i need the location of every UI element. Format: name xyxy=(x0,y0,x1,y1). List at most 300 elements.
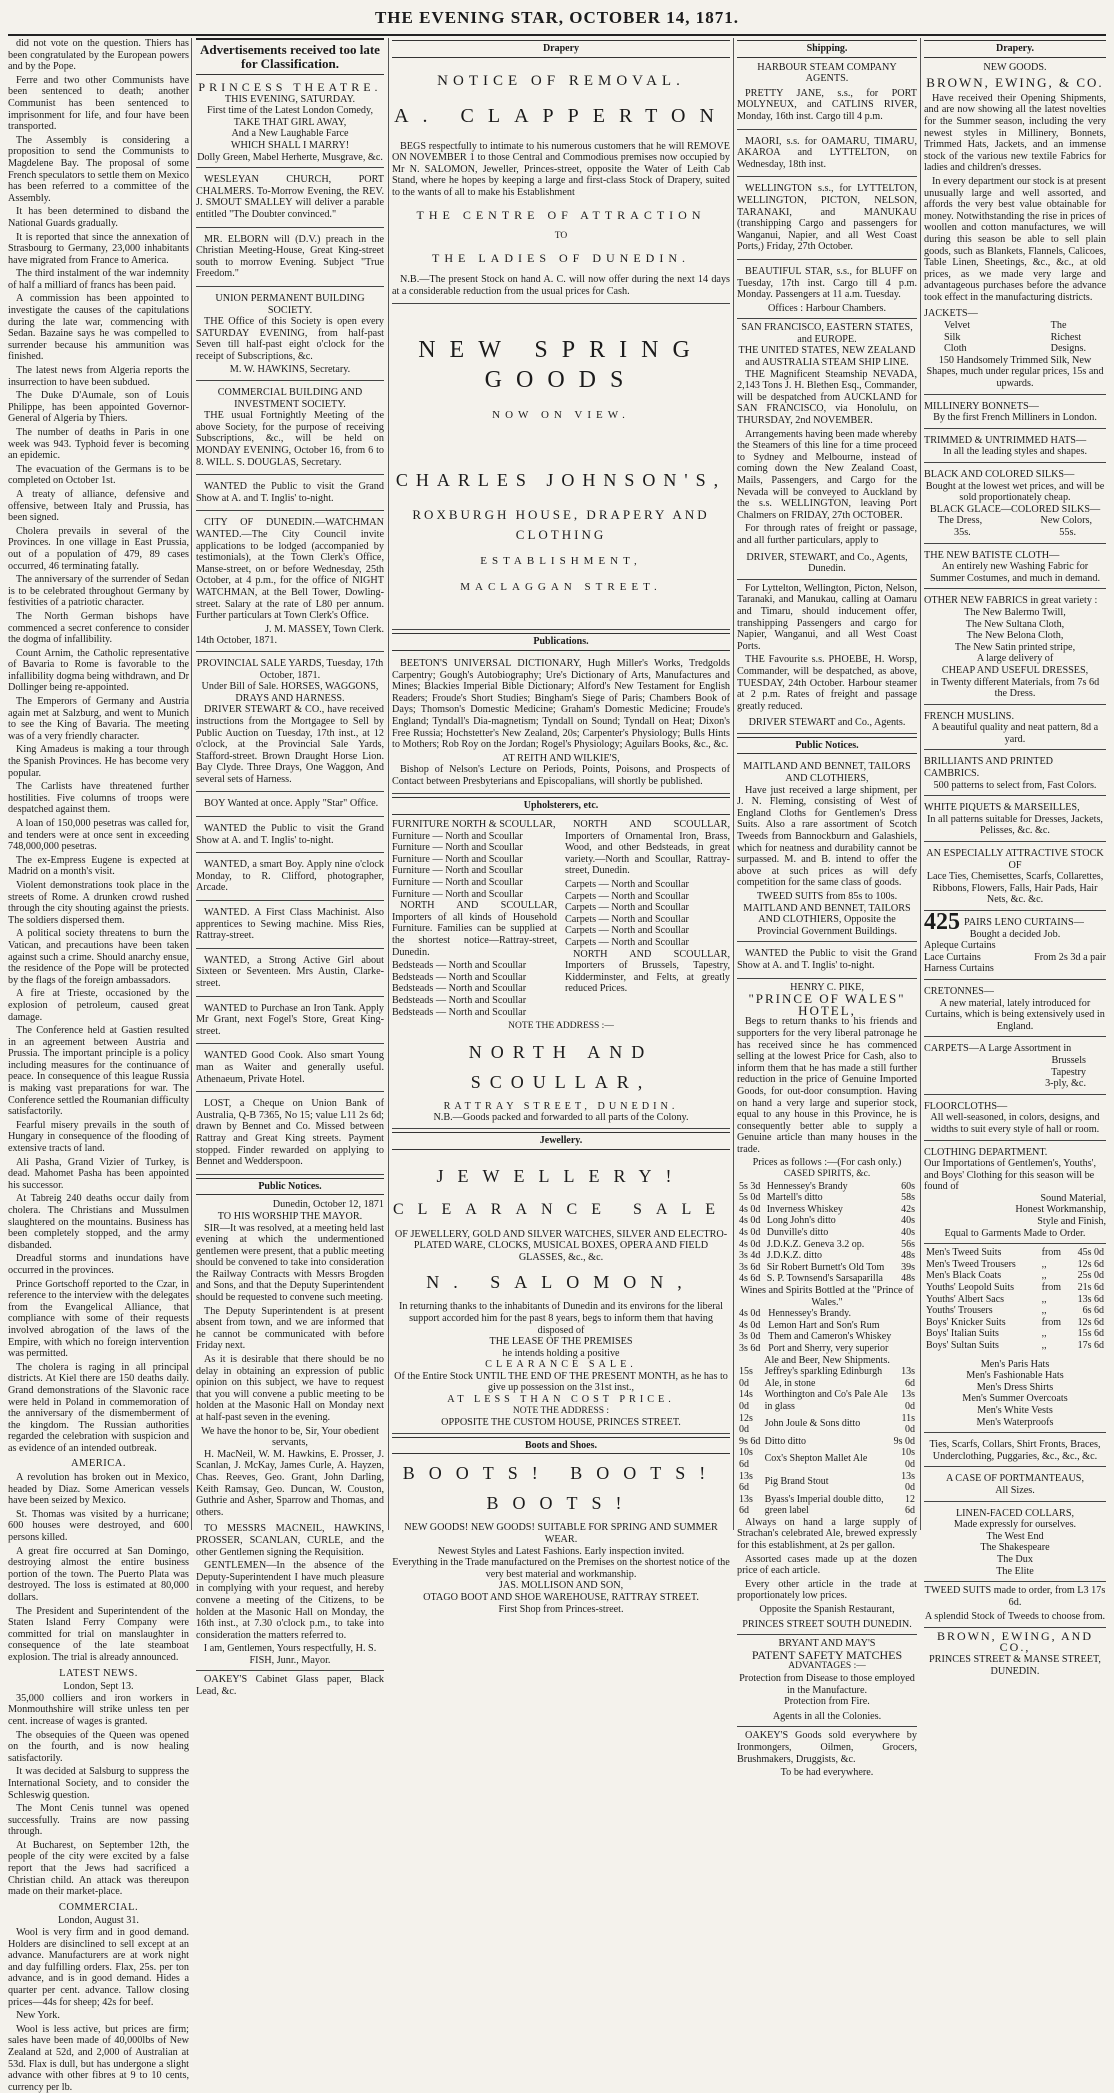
wine-row-cell: Port and Sherry, very superior xyxy=(768,1342,889,1354)
new-goods-title: NEW GOODS. xyxy=(983,61,1047,73)
ornamental-text: NORTH AND SCOULLAR, Importers of Ornamental Iron, Brass, Wood, and other Bedsteads, in great variety.—North and Scoullar, Rattray-street, Dunedin. xyxy=(565,819,730,877)
suit-row-cell: 13s 6d xyxy=(1077,1293,1104,1305)
spirit-row-cell: Inverness Whiskey xyxy=(766,1203,843,1215)
suit-row xyxy=(924,1270,1106,1282)
silks-text: Bought at the lowest wet prices, and will be sold proportionately cheap. xyxy=(925,480,1105,504)
prices-head: Prices as follows :—(For cash only.) xyxy=(752,1157,902,1169)
large-delivery: A large delivery of xyxy=(976,653,1054,665)
commercial-paragraph: Wool is very firm and in good demand. Holders are disinclined to sell except at an advance. Manufacturers are at work night and day fulfilling orders. Flax, 25s. per ton advance, and is in good demand. Hides a quarter per cent. advance. Tallow closing prices—44s for sheep; 42s for beef. xyxy=(8,1927,189,2008)
suit-row-cell: ,, xyxy=(1041,1340,1047,1351)
princess-line: And a New Laughable Farce xyxy=(231,128,349,140)
watchman-signature: J. M. MASSEY, Town Clerk. xyxy=(265,623,384,635)
curtains-title: PAIRS LENO CURTAINS— xyxy=(964,917,1084,928)
curtain-type: Apleque Curtains xyxy=(924,940,996,952)
collars-list xyxy=(924,1531,1106,1577)
establishment: ESTABLISHMENT, xyxy=(480,555,642,568)
iron-tank-text: WANTED to Purchase an Iron Tank. Apply Mr Grant, next Fogel's Store, Great King-street. xyxy=(196,1002,384,1037)
ale-row xyxy=(737,1447,917,1470)
clothing-quality: Sound Material, xyxy=(1040,1192,1106,1204)
first-shop: First Shop from Princes-street. xyxy=(498,1603,624,1615)
glace-title: BLACK GLACE—COLORED SILKS— xyxy=(929,503,1101,515)
ale-row-cell: 9s 6d xyxy=(739,1435,761,1447)
mayor-signatories: H. MacNeil, W. M. Hawkins, E. Prosser, J. Scanlan, J. McKay, James Curle, A. Hayzen, Chas. Reeves, Geo. Grant, John Darling, Keith Ramsay, Geo. Duncan, W. Couston, Guthrie and Asher, Sparrow and Thomas, and others. xyxy=(196,1448,384,1518)
clothing-qualities xyxy=(924,1193,1106,1228)
floorcloths-text: All well-seasoned, in colors, designs, and widths to suit every style of hall or room. xyxy=(930,1112,1100,1135)
news-paragraph: A treaty of alliance, defensive and offensive, between Italy and Prussia, has been signed. xyxy=(8,488,189,524)
suit-row-cell: Youths' Trousers xyxy=(926,1305,993,1317)
suit-row xyxy=(924,1317,1106,1329)
public-notices-header: Public Notices. xyxy=(196,1178,384,1196)
spirit-row-cell: 4s 0d xyxy=(739,1203,761,1215)
latest-paragraph: At Bucharest, on September 12th, the people of the city were excited by a false report that the Jews had sacrificed a Christian child. An attack was thereupon made on their market-place. xyxy=(8,1839,189,1898)
piquets-section xyxy=(924,799,1106,842)
wine-row-cell: Them and Cameron's Whiskey xyxy=(768,1331,892,1343)
driver-stewart: DRIVER, STEWART, and Co., Agents, Dunedin. xyxy=(737,549,917,580)
collars-section xyxy=(924,1505,1106,1583)
floorcloths-title: FLOORCLOTHS— xyxy=(924,1100,1008,1112)
brilliants-title: BRILLIANTS AND PRINTED CAMBRICS. xyxy=(924,756,1054,780)
ale-row-cell: 13s 6d xyxy=(739,1470,753,1494)
portmanteaus-section xyxy=(924,1470,1106,1501)
carpets-row: Carpets — North and Scoullar xyxy=(565,879,689,891)
masthead-rule xyxy=(8,34,1106,36)
princes-street-south: PRINCES STREET SOUTH DUNEDIN. xyxy=(737,1616,917,1636)
column-shipping xyxy=(737,38,917,1779)
lost-cheque-text: LOST, a Cheque on Union Bank of Australia, Q-B 7365, No 15; value L11 2s 6d; drawn by Bennet and Co. Missed between Rattray and Great King streets. Payment stopped. Finder rewarded on applying to Bennet and Wedderspoon. xyxy=(196,1098,384,1168)
cheap-dresses: CHEAP AND USEFUL DRESSES, xyxy=(941,664,1089,676)
cretonnes-section xyxy=(924,983,1106,1037)
provincial-title: PROVINCIAL SALE YARDS, Tuesday, 17th October, 1871. xyxy=(196,657,384,681)
smart-boy-ad xyxy=(196,856,384,901)
suit-row-cell: 45s 0d xyxy=(1077,1247,1104,1259)
princess-lines xyxy=(196,94,384,164)
lease-line: THE LEASE OF THE PREMISES xyxy=(489,1336,633,1348)
news-paragraphs xyxy=(8,38,189,1454)
wine-row-cell: Hennessey's Brandy. xyxy=(768,1308,852,1320)
latest-paragraph: The obsequies of the Queen was opened on the fourth, and is now healing satisfactorily. xyxy=(8,1729,189,1764)
ale-row-cell: Jeffrey's sparkling Edinburgh Ale, in stone xyxy=(764,1366,883,1389)
mollison-name: JAS. MOLLISON AND SON, xyxy=(498,1580,624,1592)
jacket-design: Richest xyxy=(1050,331,1082,343)
fabric-item: The New Sultana Cloth, xyxy=(965,618,1065,630)
spirit-row-cell: 3s 6d xyxy=(739,1261,761,1273)
protection-fire: Protection from Fire. xyxy=(784,1696,870,1708)
spirit-row-cell: 4s 0d xyxy=(739,1238,761,1250)
union-text: THE Office of this Society is open every SATURDAY EVENING, from half-past Seven till half-past eight o'clock for the receipt of Subscriptions, &c. xyxy=(196,316,384,362)
maclaggan-street: MACLAGGAN STREET. xyxy=(460,581,662,594)
news-paragraph: A fire at Trieste, occasioned by the explosion of petroleum, caused great damage. xyxy=(8,988,189,1023)
girl-wanted-ad xyxy=(196,952,384,997)
carpets-section xyxy=(924,1040,1106,1094)
ale-table xyxy=(737,1366,917,1517)
wanted-grand-show-text: WANTED the Public to visit the Grand Show at A. and T. Inglis' to-night. xyxy=(196,481,384,504)
america-paragraph: The President and Superintendent of the Staten Island Ferry Company were committed for trial on manslaughter in consequence of the late steamboat explosion. The trial is already announced. xyxy=(8,1605,189,1663)
furniture-row: Furniture — North and Scoullar xyxy=(392,888,523,900)
tweed-suits: TWEED SUITS from 85s to 100s. xyxy=(756,891,898,902)
news-paragraph: Count Arnim, the Catholic representative of Bavaria to Rome is favorable to the infallibility dogma being withdrawn, and Dr Dollinger being re-appointed. xyxy=(8,647,189,694)
offices: Offices : Harbour Chambers. xyxy=(767,302,887,314)
clearance-title: CLEARANCE SALE xyxy=(393,1200,729,1218)
ale-row-cell: Cox's Shepton Mallet Ale xyxy=(764,1453,868,1465)
brown-ewing-address: PRINCES STREET & MANSE STREET, xyxy=(929,1654,1101,1666)
commercial-paragraphs xyxy=(8,1927,189,2093)
reply-title: TO MESSRS MACNEIL, HAWKINS, PROSSER, SCANLAN, CURLE, and the other Gentlemen signing the Requisition. xyxy=(196,1523,384,1558)
mayor-paragraph: The Deputy Superintendent is at present absent from town, and we are informed that he cannot be communicated with before Friday next. xyxy=(196,1305,384,1352)
sanfran-title: SAN FRANCISCO, EASTERN STATES, and EUROPE. xyxy=(741,322,913,345)
news-paragraph: The Emperors of Germany and Austria again met at Salzburg, and went to Munich to see the King of Bavaria. The meeting was of a very friendly character. xyxy=(8,696,189,742)
boy-wanted-ad xyxy=(196,795,384,817)
princess-theatre-ad xyxy=(196,79,384,168)
household-text: NORTH AND SCOULLAR, Importers of all kinds of Household Furniture. Families can be supplied at the shortest notice—Rattray-street, Dunedin. xyxy=(392,900,557,958)
news-paragraph: The latest news from Algeria reports the insurrection to have been subdued. xyxy=(8,365,189,388)
spirit-row-cell: J.D.K.Z. ditto xyxy=(766,1250,822,1262)
ale-row-cell: 11s 0d xyxy=(901,1412,915,1436)
driver-stewart-2: DRIVER STEWART and Co., Agents. xyxy=(737,714,917,734)
opposite-spanish: Opposite the Spanish Restaurant, xyxy=(759,1604,895,1616)
princess-line: WHICH SHALL I MARRY! xyxy=(230,139,350,151)
carpets-row: Carpets — North and Scoullar xyxy=(565,925,689,937)
spirit-row-cell: Long John's ditto xyxy=(766,1215,836,1227)
ale-row-cell: Ditto ditto xyxy=(764,1435,807,1447)
wellington-ad xyxy=(737,180,917,260)
bishop-text: Bishop of Nelson's Lecture on Periods, Points, Poisons, and Prospects of Contact between Presbyterians and Episcopalians, will shortly be published. xyxy=(392,764,730,787)
brilliants-section xyxy=(924,753,1106,796)
wine-row-cell xyxy=(912,1331,917,1343)
carpets-list xyxy=(565,879,730,949)
mayor-paragraph: SIR—It was resolved, at a meeting held last evening at which the undermentioned gentlemen were present, that a public meeting should be convened to take into consideration the Railway Contracts with Messrs Brogden and Sons, and that the Deputy Superintendent should be requested to convene such meeting. xyxy=(196,1222,384,1304)
otago-warehouse: OTAGO BOOT AND SHOE WAREHOUSE, RATTRAY STREET. xyxy=(423,1592,699,1603)
cheap-dresses-text: in Twenty different Materials, from 7s 6d the Dress. xyxy=(930,676,1100,700)
ladies-of-dunedin: THE LADIES OF DUNEDIN. xyxy=(432,251,690,266)
furniture-list xyxy=(392,831,557,901)
maitland-text: Have just received a large shipment, per J. N. Fleming, consisting of West of England Cloths for Gentlemen's Dress Suits. Also a rare assortment of Scotch Tweeds from Bannockburn and Galashiels, which for neatness and durability cannot be surpassed. M. and B. intend to offer the above at such prices as will defy competition for the same class of goods. xyxy=(737,784,917,889)
machinist-text: WANTED. A First Class Machinist. Also apprentices to Sewing machine. Miss Ries, Rattray-street. xyxy=(196,907,384,942)
mayor-title: TO HIS WORSHIP THE MAYOR. xyxy=(217,1210,363,1222)
spirit-row xyxy=(737,1273,917,1285)
ale-row-cell: 13s 6d xyxy=(739,1493,753,1517)
brown-ewing-text: Have received their Opening Shipments, and are now showing all the latest novelties for the Summer season, including the very newest styles in Millinery, Bonnets, Trimmed Hats, Jackets, and an immense stock of the various new textile Fabrics for ladies and children's dresses. xyxy=(924,92,1106,174)
ale-row-cell: 13s 6d xyxy=(901,1366,915,1389)
everything-line: Everything in the Trade manufactured on the Premises on the shortest notice of the very best material and workmanship. xyxy=(392,1557,730,1580)
brussels-text: NORTH AND SCOULLAR, Importers of Brussels, Tapestry, Kidderminster, and Felts, at greatly reduced Prices. xyxy=(565,948,730,995)
wesleyan-text: WESLEYAN CHURCH, PORT CHALMERS. To-Morrow Evening, the REV. J. SMOUT SMALLEY will deliver a parable entitled "The Doubter convinced." xyxy=(196,174,384,220)
drapery-header-2: Drapery. xyxy=(924,40,1106,58)
new-goods-line: NEW GOODS! NEW GOODS! SUITABLE FOR SPRING AND SUMMER WEAR. xyxy=(404,1522,718,1546)
us-line-title: THE UNITED STATES, NEW ZEALAND and AUSTRALIA STEAM SHIP LINE. xyxy=(738,345,916,369)
bedsteads-row: Bedsteads — North and Scoullar xyxy=(392,983,527,995)
intends-line: he intends holding a positive xyxy=(502,1347,620,1359)
spirit-row-cell: Martell's ditto xyxy=(766,1192,823,1204)
ale-row-cell: John Joule & Sons ditto xyxy=(764,1418,861,1430)
oakey-everywhere: To be had everywhere. xyxy=(780,1767,874,1779)
news-paragraph: Ali Pasha, Grand Vizier of Turkey, is dead. Mahomet Pasha has been appointed his successor. xyxy=(8,1156,189,1191)
ale-row xyxy=(737,1436,917,1448)
jacket-material: Silk xyxy=(944,331,961,343)
upholsterers-left xyxy=(392,819,557,1018)
column-late-ads xyxy=(196,38,384,1698)
centre-to: TO xyxy=(554,230,568,241)
news-paragraph: Violent demonstrations took place in the streets of Rome. A drunken crowd rushed through the city shouting against the priests. The soldiers dispersed them. xyxy=(8,879,189,926)
mollison-ad xyxy=(392,1458,730,1615)
ale-row xyxy=(737,1494,917,1517)
carpets-row: Carpets — North and Scoullar xyxy=(565,902,689,914)
wines-table xyxy=(737,1308,917,1354)
ties-text: Ties, Scarfs, Collars, Shirt Fronts, Braces, Underclothing, Puggaries, &c., &c., &c. xyxy=(924,1436,1106,1467)
wanted-grand-show-text-2: WANTED the Public to visit the Grand Show at A. and T. Inglis' to-night. xyxy=(196,823,384,846)
jewellery-title: JEWELLERY! xyxy=(436,1165,686,1186)
suit-row-cell: ,, xyxy=(1041,1328,1047,1340)
every-other-text: Every other article in the trade at proportionately low prices. xyxy=(737,1578,917,1602)
curtains-number: 425 xyxy=(924,909,960,935)
carpets-row: Carpets — North and Scoullar xyxy=(565,890,689,902)
news-paragraph: A loan of 150,000 pesetras was called for, and tenders were at once sent in exceeding 748,000,000 pesetras. xyxy=(8,818,189,853)
union-signature: M. W. HAWKINS, Secretary. xyxy=(229,364,351,376)
news-paragraph: The number of deaths in Paris in one week was 943. Typhoid fever is becoming an epidemic. xyxy=(8,427,189,462)
ale-row xyxy=(737,1413,917,1436)
arrangements-text: Arrangements having been made whereby the Steamers of this line for a time proceed to Sydney and Melbourne, instead of coming down the New Zealand Coast, Mails, Passengers, and Cargo for the Nevada will be conveyed to Auckland by the s.s. WELLINGTON, leaving Port Chalmers on FRIDAY, 27th OCTOBER. xyxy=(737,428,917,521)
beautiful-star-ad xyxy=(737,263,917,319)
spirit-row-cell: 42s xyxy=(901,1203,915,1215)
furniture-row: Furniture — North and Scoullar xyxy=(392,842,523,854)
america-paragraphs xyxy=(8,1472,189,1664)
spirit-row-cell: 4s 6d xyxy=(739,1273,761,1285)
fabrics-list xyxy=(924,607,1106,653)
furniture-row: Furniture — North and Scoullar xyxy=(392,853,523,865)
ale-row-cell: Byass's Imperial double ditto, green label xyxy=(764,1493,884,1517)
cretonnes-title: CRETONNES— xyxy=(924,985,994,997)
muslins-section xyxy=(924,708,1106,751)
latest-paragraph: The Mont Cenis tunnel was opened successfully. Trains are now passing through. xyxy=(8,1803,189,1838)
latest-paragraphs xyxy=(8,1693,189,1898)
spirit-row-cell: 4s 0d xyxy=(739,1227,761,1239)
fabric-item: The New Balermo Twill, xyxy=(964,606,1066,618)
princess-line: THIS EVENING, SATURDAY. xyxy=(224,93,356,105)
ale-row-cell: 13s 0d xyxy=(901,1470,915,1494)
spirit-row xyxy=(737,1204,917,1216)
news-paragraph: The anniversary of the surrender of Sedan is to be celebrated throughout Germany by festivities of a patriotic character. xyxy=(8,574,189,609)
brown-ewing-dunedin: DUNEDIN. xyxy=(990,1665,1040,1677)
latest-dateline: London, Sept 13. xyxy=(63,1681,134,1693)
millinery-section xyxy=(924,398,1106,429)
bedsteads-row: Bedsteads — North and Scoullar xyxy=(392,960,527,972)
suit-row-cell: ,, xyxy=(1041,1258,1047,1270)
suit-row-cell: 12s 6d xyxy=(1077,1316,1104,1328)
north-scoullar-address xyxy=(392,1018,730,1129)
suit-row-cell: Boys' Knicker Suits xyxy=(926,1316,1006,1328)
batiste-section xyxy=(924,547,1106,590)
suit-row xyxy=(924,1282,1106,1294)
maori-ad xyxy=(737,133,917,178)
wine-row xyxy=(737,1320,917,1332)
oakey-goods-text: OAKEY'S Goods sold everywhere by Ironmongers, Oilmen, Grocers, Brushmakers, Druggists, &c. xyxy=(737,1730,917,1765)
glace-colors-label: New Colors, xyxy=(1040,515,1092,527)
beeton-ad xyxy=(392,655,730,795)
ale-head: Ale and Beer, New Shipments. xyxy=(764,1354,890,1366)
spirit-row-cell: 5s 3d xyxy=(739,1180,761,1192)
brown-ewing-title: BROWN, EWING, & CO. xyxy=(926,75,1104,91)
news-paragraph: Prince Gortschoff reported to the Czar, in reference to the interview with the delegates from the Evangelical Alliance, that compliance with some of their requests involved abrogation of the laws of the Empire, with which no foreign intervention was permitted. xyxy=(8,1278,189,1360)
america-paragraph: A great fire occurred at San Domingo, destroying almost the entire business portion of the town. The Puerto Plata was destroyed. The loss is estimated at 80,000 dollars. xyxy=(8,1545,189,1603)
collar-item: The Dux xyxy=(997,1553,1033,1565)
news-paragraph: The Carlists have threatened further hostilities. Five columns of troops were despatched against them. xyxy=(8,781,189,816)
jacket-design: The xyxy=(1050,320,1067,332)
mens-item: Men's White Vests xyxy=(977,1404,1053,1416)
carpet-type: Brussels xyxy=(1051,1054,1086,1066)
silks-section xyxy=(924,466,1106,544)
latest-paragraph: 35,000 colliers and iron workers in Monmouthshire will strike unless ten per cent. increase of wages is granted. xyxy=(8,1692,189,1727)
curtains-grid xyxy=(924,940,1106,975)
new-spring-goods: NEW SPRING GOODS xyxy=(418,337,704,394)
bryant-may: BRYANT AND MAY'S xyxy=(778,1638,876,1650)
column-rule xyxy=(388,38,389,1530)
beeton-text: BEETON'S UNIVERSAL DICTIONARY, Hugh Miller's Works, Tredgolds Carpentry; Gough's Autobiography; Ure's Dictionary of Arts, Manufactures and Mines; Blackies Imperial Bible Dictionary; Alford's New Testament for English Readers; Froude's Short Studies; Bingham's Siege of Paris; Chambers Book of Days; Thomson's Domestic Medicine; Graham's Domestic Medicine; Froude's England; Tyndall's Dia-magnetism; Tyndall on Sound; Tyndall on Heat; Dixon's Free Russia; Hochstetter's New Zealand, 20s; Carpenter's Physiology; Bulls Hints to Mothers; Rob Roy on the Jordan; Rogel's Physiology; Aguilars Books, &c., &c. xyxy=(392,657,730,751)
suit-row-cell: ,, xyxy=(1041,1270,1047,1282)
wine-row-cell: Lemon Hart and Son's Rum xyxy=(768,1319,880,1331)
ale-row-cell: Worthington and Co's Pale Ale in glass xyxy=(764,1389,888,1412)
clothing-text: Our Importations of Gentlemen's, Youths', and Boys' Clothing for this season will be found of xyxy=(924,1158,1097,1193)
protection-disease: Protection from Disease to those employed in the Manufacture. xyxy=(739,1673,915,1696)
latest-news-heading: LATEST NEWS. xyxy=(59,1667,138,1679)
jackets-designs xyxy=(1051,320,1086,355)
spirit-row-cell: 40s xyxy=(901,1215,915,1227)
maitland-title: MAITLAND AND BENNET, TAILORS AND CLOTHIERS, xyxy=(743,761,911,785)
rattray-street: RATTRAY STREET, DUNEDIN. xyxy=(443,1100,679,1112)
boy-wanted-text: BOY Wanted at once. Apply "Star" Office. xyxy=(204,798,379,810)
princess-line: Dolly Green, Mabel Herherte, Musgrave, &c. xyxy=(197,151,383,163)
salomon-name: N. SALOMON, xyxy=(426,1272,696,1293)
spirit-row xyxy=(737,1227,917,1239)
collars-title: LINEN-FACED COLLARS, xyxy=(955,1507,1075,1519)
cook-wanted-ad xyxy=(196,1047,384,1092)
collars-text: Made expressly for ourselves. xyxy=(953,1519,1077,1531)
agents-colonies: Agents in all the Colonies. xyxy=(737,1708,917,1728)
wine-row xyxy=(737,1343,917,1355)
princess-line: First time of the Latest London Comedy, xyxy=(207,105,373,117)
trimmed-title: TRIMMED & UNTRIMMED HATS— xyxy=(924,434,1087,446)
news-paragraph: The ex-Empress Eugene is expected at Madrid on a month's visit. xyxy=(8,854,189,878)
entire-stock-line: Of the Entire Stock UNTIL THE END OF THE PRESENT MONTH, as he has to give up possession on the 31st inst., xyxy=(394,1370,728,1394)
curtain-type: Harness Curtains xyxy=(924,963,994,975)
watchman-ad xyxy=(196,514,384,652)
brown-ewing-signoff: BROWN, EWING, AND CO., xyxy=(937,1628,1093,1655)
glace-dress-price: 35s. xyxy=(954,526,971,538)
spirit-row-cell: 3s 4d xyxy=(739,1250,761,1262)
jackets-section xyxy=(924,305,1106,394)
equal-to-garments: Equal to Garments Made to Order. xyxy=(944,1227,1086,1239)
charles-johnson-ad xyxy=(392,307,730,630)
column-news xyxy=(8,38,189,2093)
fabrics-section xyxy=(924,592,1106,704)
note-address: NOTE THE ADDRESS :— xyxy=(508,1021,614,1032)
centre-of-attraction: THE CENTRE OF ATTRACTION xyxy=(416,207,706,222)
clearance-sale-line: CLEARANCE SALE. xyxy=(485,1359,637,1371)
harbour-agents: HARBOUR STEAM COMPANY AGENTS. xyxy=(757,61,897,85)
mayor-letter xyxy=(196,1223,384,1424)
collar-item: The Shakespeare xyxy=(980,1542,1050,1554)
spirit-row xyxy=(737,1181,917,1193)
news-paragraph: Ferre and two other Communists have been sentenced to death; another Communist has been sentenced to imprisonment for life, and four have been transported. xyxy=(8,74,189,133)
carpets-title: CARPETS—A Large Assortment in xyxy=(924,1043,1072,1055)
portmanteaus-sizes: All Sizes. xyxy=(995,1484,1035,1496)
wine-row-cell xyxy=(912,1320,917,1332)
wanted-grand-show-ad-3 xyxy=(737,945,917,978)
spirit-row-cell: 48s xyxy=(901,1273,915,1285)
splendid-stock: A splendid Stock of Tweeds to choose from. xyxy=(924,1608,1106,1628)
wanted-grand-show-ad-2 xyxy=(196,820,384,853)
millinery-text: By the first French Milliners in London. xyxy=(933,412,1097,424)
pretty-jane-ad xyxy=(737,85,917,130)
carpets-row: Carpets — North and Scoullar xyxy=(565,913,689,925)
column-rule xyxy=(191,38,192,1530)
spirit-row xyxy=(737,1250,917,1262)
jewellery-header: Jewellery. xyxy=(392,1132,730,1150)
watchman-date: 14th October, 1871. xyxy=(196,635,278,647)
wine-row-cell xyxy=(912,1343,917,1355)
attractive-stock-section xyxy=(924,845,1106,911)
provincial-text: DRIVER STEWART & CO., have received instructions from the Mortgagee to Sell by Public Auction on Tuesday, 17th inst., at 12 o'clock, at the Provincial Sale Yards, Stafford-street. Brown Draught Horse Lion. Bay Clyde. Three Drays, One Waggon, And several sets of Harness. xyxy=(196,704,384,785)
wine-row xyxy=(737,1331,917,1343)
always-text: Always on hand a large supply of Strachan's celebrated Ale, brewed expressly for this establishment, at 2s per gallon. xyxy=(737,1516,917,1552)
commercial-building-ad xyxy=(196,384,384,475)
spirit-row-cell: 39s xyxy=(901,1261,915,1273)
nevada-text: THE Magnificent Steamship NEVADA, 2,143 Tons J. H. Blethen Esq., Commander, will be despatched from AUCKLAND for SAN FRANCISCO, via Honolulu, on THURSDAY, 2nd NOVEMBER. xyxy=(737,368,917,427)
news-paragraph: A political society threatens to burn the Vatican, and precautions have been taken against such a crime. Should anarchy ensue, the residence of the Pope will be protected by the flags of the foreign ambassadors. xyxy=(8,928,189,986)
news-paragraph: The cholera is raging in all principal districts. At Kiel there are 150 deaths daily. Grand demonstrations of the Slavonic race were held in Poland in commemoration of the anniversary of the dismemberment of the kingdom. The Russian authorities regarded the celebration with suspicion and as evidence of an intended outbreak. xyxy=(8,1361,189,1454)
trimmed-section xyxy=(924,432,1106,463)
suit-row xyxy=(924,1328,1106,1340)
public-notices-header-2: Public Notices. xyxy=(737,737,917,755)
news-paragraph: King Amadeus is making a tour through the Spanish Provinces. He has become very popular. xyxy=(8,744,189,779)
news-paragraph: A commission has been appointed to investigate the causes of the capitulations during the late war, commencing with Sedan. Bazaine says he was compelled to surrender because his ammunition was finished. xyxy=(8,293,189,363)
spirit-row-cell: Hennessey's Brandy xyxy=(766,1180,848,1192)
spirit-row-cell: 48s xyxy=(901,1250,915,1262)
furniture-row: Furniture — North and Scoullar xyxy=(392,877,523,889)
news-paragraph: did not vote on the question. Thiers has been congratulated by the European powers and by the Pope. xyxy=(8,38,189,73)
suit-row-cell: Men's Tweed Suits xyxy=(926,1247,1002,1259)
mens-item: Men's Fashionable Hats xyxy=(966,1370,1064,1382)
watchman-text: CITY OF DUNEDIN.—WATCHMAN WANTED.—The City Council invite applications to be lodged (accompanied by testimonials), at the Town Clerk's Office, Manse-street, on or before Wednesday, 25th October, at 4 p.m., for the office of NIGHT WATCHMAN, at the Bell Tower, Dowling-street. Salary at the rate of L80 per annum. Further particulars at Town Clerk's Office. xyxy=(196,517,384,622)
news-paragraph: Fearful misery prevails in the south of Hungary in consequence of the flooding of extensive tracts of land. xyxy=(8,1119,189,1155)
now-on-view: NOW ON VIEW. xyxy=(492,409,630,422)
floorcloths-section xyxy=(924,1098,1106,1141)
clapperton-ad xyxy=(392,62,730,305)
america-paragraph: St. Thomas was visited by a hurricane; 600 houses were destroyed, and 600 persons killed. xyxy=(8,1508,189,1544)
north-scoullar-nb: N.B.—Goods packed and forwarded to all parts of the Colony. xyxy=(433,1112,689,1124)
spirit-row xyxy=(737,1239,917,1251)
mayor-date: Dunedin, October 12, 1871 xyxy=(272,1199,384,1211)
lost-cheque-ad xyxy=(196,1095,384,1175)
salomon-ad xyxy=(392,1154,730,1434)
news-paragraph: At Tabreig 240 deaths occur daily from cholera. The Christians and Mussulmen slaughtered on the mountains. Business has been completely stopped, and the army disbanded. xyxy=(8,1193,189,1251)
suit-row-cell: ,, xyxy=(1041,1305,1047,1317)
mayor-signoff: We have the honor to be, Sir, Your obedient servants, xyxy=(201,1425,379,1449)
jackets-text: 150 Handsomely Trimmed Silk, New Shapes, much under regular prices, 15s and upwards. xyxy=(926,354,1104,390)
brilliants-text: 500 patterns to select from, Fast Colors. xyxy=(933,779,1097,791)
commercial-dateline: London, August 31. xyxy=(58,1915,139,1927)
news-paragraph: The Assembly is considering a proposition to send the Communists to Magdelene Bay. The proposal of some French speculators to settle them on Mexico has been referred to a committee of the Assembly. xyxy=(8,134,189,204)
elborn-text: MR. ELBORN will (D.V.) preach in the Christian Meeting-House, Great King-street south to morrow Evening. Subject "True Freedom." xyxy=(196,233,384,280)
column-drapery xyxy=(392,38,730,1615)
jewellery-list: OF JEWELLERY, GOLD AND SILVER WATCHES, SILVER AND ELECTRO-PLATED WARE, CLOCKS, MUSICAL BOXES, OPERA AND FIELD GLASSES, &c., &c. xyxy=(394,1228,728,1263)
suit-row xyxy=(924,1340,1106,1352)
ale-row-cell: 15s 0d xyxy=(739,1366,753,1389)
ale-row-cell: 12 6d xyxy=(905,1493,915,1517)
suit-row-cell: Boys' Italian Suits xyxy=(926,1328,999,1340)
batiste-title: THE NEW BATISTE CLOTH— xyxy=(924,549,1060,561)
pretty-jane-text: PRETTY JANE, s.s., for PORT MOLYNEUX, and CATLINS RIVER, Monday, 16th inst. Cargo till 4 p.m. xyxy=(737,87,917,122)
ale-row-cell: 10s 0d xyxy=(901,1447,915,1470)
suit-row-cell: Men's Tweed Trousers xyxy=(926,1258,1016,1270)
